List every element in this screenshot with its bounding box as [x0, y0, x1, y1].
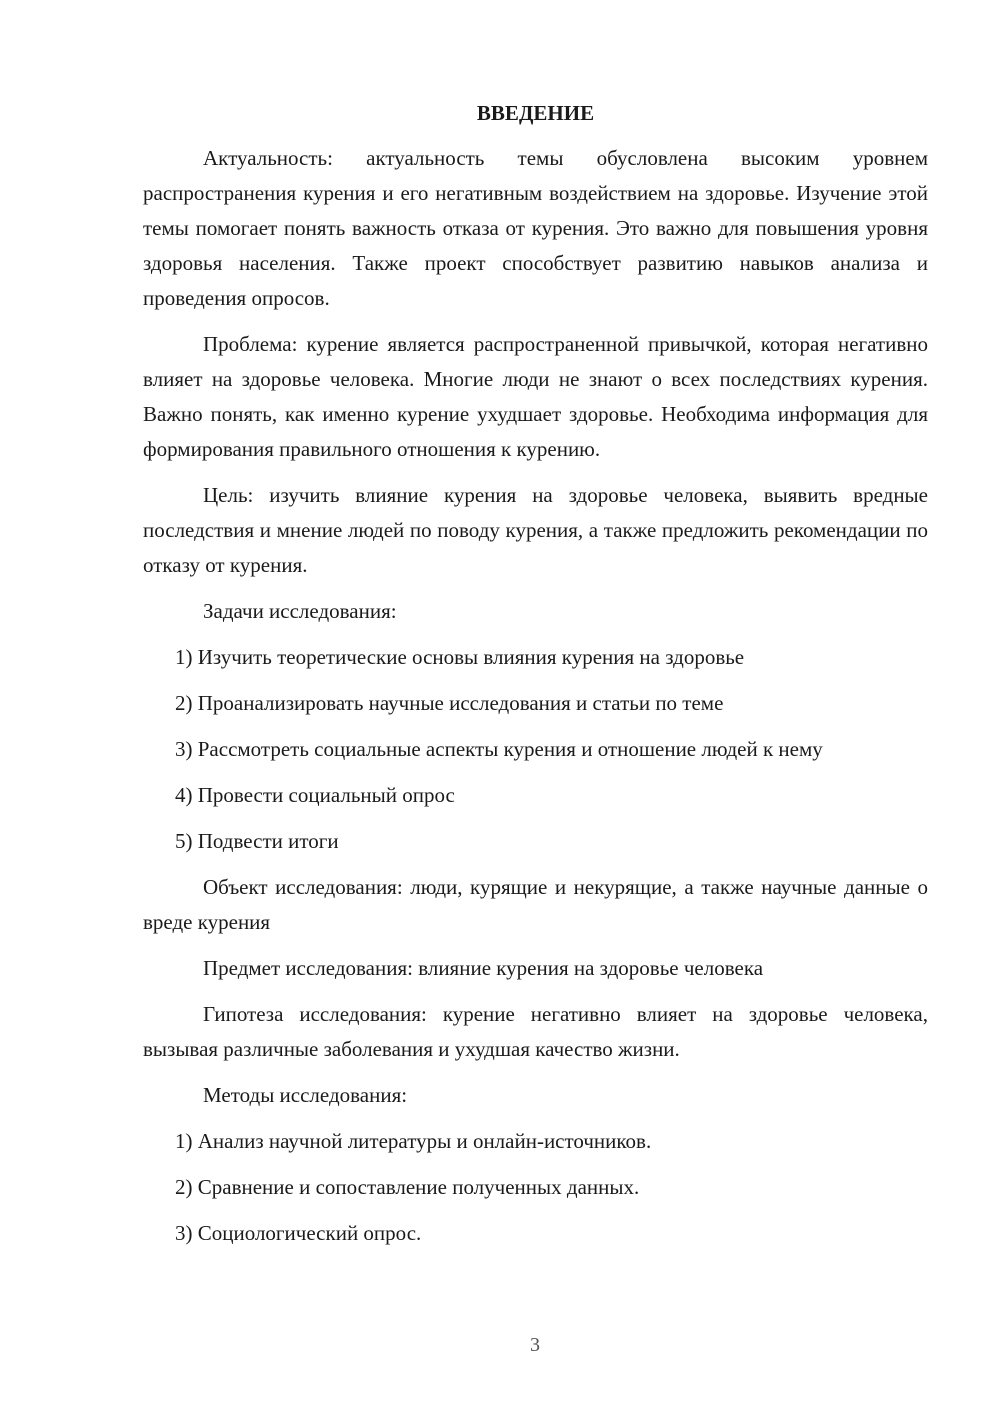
list-item: 1) Анализ научной литературы и онлайн-источников.	[175, 1129, 652, 1153]
tasks-title: Задачи исследования:	[203, 599, 397, 623]
hypothesis-paragraph: Гипотеза исследования: курение негативно влияет на здоровье человека, вызывая различные заболевания и ухудшая качество жизни.	[143, 1002, 928, 1061]
list-item: 4) Провести социальный опрос	[175, 783, 455, 807]
list-item: 2) Проанализировать научные исследования и статьи по теме	[175, 691, 724, 715]
methods-title: Методы исследования:	[203, 1083, 408, 1107]
relevance-paragraph: Актуальность: актуальность темы обусловлена высоким уровнем распространения курения и его негативным воздействием на здоровье. Изучение этой темы помогает понять важность отказа от курения. Это важно для повышения уровня здоровья населения. Также проект способствует развитию навыков анализа и проведения опросов.	[143, 146, 928, 310]
object-paragraph: Объект исследования: люди, курящие и некурящие, а также научные данные о вреде курения	[143, 875, 928, 934]
list-item: 3) Социологический опрос.	[175, 1221, 422, 1245]
section-heading: ВВЕДЕНИЕ	[476, 101, 595, 125]
document-page	[143, 96, 928, 1262]
goal-paragraph: Цель: изучить влияние курения на здоровье человека, выявить вредные последствия и мнение людей по поводу курения, а также предложить рекомендации по отказу от курения.	[143, 483, 928, 577]
list-item: 5) Подвести итоги	[175, 829, 339, 853]
page-number: 3	[530, 1334, 540, 1356]
list-item: 2) Сравнение и сопоставление полученных данных.	[175, 1175, 640, 1199]
methods-list	[143, 1124, 928, 1251]
problem-paragraph: Проблема: курение является распространенной привычкой, которая негативно влияет на здоровье человека. Многие люди не знают о всех последствиях курения. Важно понять, как именно курение ухудшает здоровье. Необходима информация для формирования правильного отношения к курению.	[143, 332, 928, 461]
list-item: 3) Рассмотреть социальные аспекты курения и отношение людей к нему	[175, 737, 823, 761]
list-item: 1) Изучить теоретические основы влияния курения на здоровье	[175, 645, 745, 669]
tasks-list	[143, 640, 928, 859]
subject-paragraph: Предмет исследования: влияние курения на здоровье человека	[203, 956, 764, 980]
